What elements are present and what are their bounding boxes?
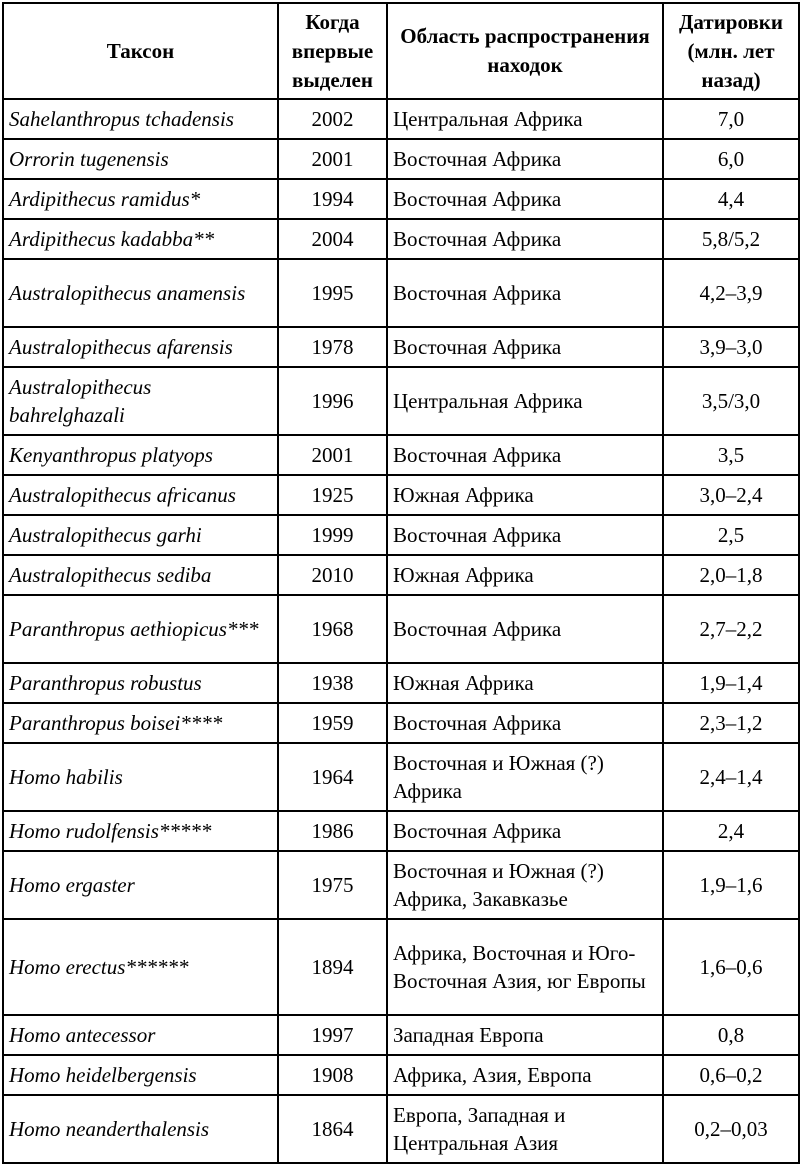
taxon-cell: Homo ergaster xyxy=(3,851,278,919)
area-cell: Восточная Африка xyxy=(387,435,663,475)
dating-cell: 2,0–1,8 xyxy=(663,555,799,595)
taxon-cell: Paranthropus aethiopicus*** xyxy=(3,595,278,663)
year-cell: 1894 xyxy=(278,919,387,1015)
table-row xyxy=(3,555,799,595)
table-row xyxy=(3,703,799,743)
year-cell: 1997 xyxy=(278,1015,387,1055)
header-taxon: Таксон xyxy=(3,3,278,99)
year-cell: 1925 xyxy=(278,475,387,515)
area-cell: Восточная Африка xyxy=(387,327,663,367)
dating-cell: 3,9–3,0 xyxy=(663,327,799,367)
dating-cell: 2,3–1,2 xyxy=(663,703,799,743)
table-row xyxy=(3,1015,799,1055)
table-row xyxy=(3,219,799,259)
table-row xyxy=(3,179,799,219)
dating-cell: 0,8 xyxy=(663,1015,799,1055)
taxon-cell: Australopithecus anamensis xyxy=(3,259,278,327)
year-cell: 1999 xyxy=(278,515,387,555)
table-row xyxy=(3,919,799,1015)
area-cell: Восточная Африка xyxy=(387,259,663,327)
area-cell: Восточная Африка xyxy=(387,179,663,219)
taxon-cell: Paranthropus boisei**** xyxy=(3,703,278,743)
year-cell: 1959 xyxy=(278,703,387,743)
dating-cell: 3,0–2,4 xyxy=(663,475,799,515)
area-cell: Восточная Африка xyxy=(387,595,663,663)
year-cell: 2010 xyxy=(278,555,387,595)
area-cell: Южная Африка xyxy=(387,475,663,515)
taxon-cell: Kenyanthropus platyops xyxy=(3,435,278,475)
dating-cell: 2,5 xyxy=(663,515,799,555)
table-row xyxy=(3,99,799,139)
header-year: Когда впервые выделен xyxy=(278,3,387,99)
taxon-cell: Ardipithecus kadabba** xyxy=(3,219,278,259)
dating-cell: 7,0 xyxy=(663,99,799,139)
header-dating: Датировки (млн. лет назад) xyxy=(663,3,799,99)
dating-cell: 5,8/5,2 xyxy=(663,219,799,259)
taxon-cell: Australopithecus afarensis xyxy=(3,327,278,367)
taxon-cell: Paranthropus robustus xyxy=(3,663,278,703)
taxon-cell: Homo heidelbergensis xyxy=(3,1055,278,1095)
dating-cell: 1,6–0,6 xyxy=(663,919,799,1015)
dating-cell: 1,9–1,6 xyxy=(663,851,799,919)
taxon-cell: Homo erectus****** xyxy=(3,919,278,1015)
year-cell: 1986 xyxy=(278,811,387,851)
table-row xyxy=(3,435,799,475)
table-row xyxy=(3,1095,799,1163)
table-row xyxy=(3,259,799,327)
table-row xyxy=(3,475,799,515)
table-row xyxy=(3,811,799,851)
taxon-cell: Ardipithecus ramidus* xyxy=(3,179,278,219)
header-area: Область распространения находок xyxy=(387,3,663,99)
area-cell: Западная Европа xyxy=(387,1015,663,1055)
dating-cell: 0,2–0,03 xyxy=(663,1095,799,1163)
area-cell: Восточная и Южная (?) Африка, Закавказье xyxy=(387,851,663,919)
table-row xyxy=(3,595,799,663)
dating-cell: 2,4–1,4 xyxy=(663,743,799,811)
dating-cell: 2,4 xyxy=(663,811,799,851)
table-header xyxy=(3,3,799,99)
taxon-cell: Homo habilis xyxy=(3,743,278,811)
area-cell: Европа, Западная и Центральная Азия xyxy=(387,1095,663,1163)
taxon-cell: Australopithecus sediba xyxy=(3,555,278,595)
dating-cell: 4,2–3,9 xyxy=(663,259,799,327)
year-cell: 1978 xyxy=(278,327,387,367)
year-cell: 2004 xyxy=(278,219,387,259)
table-row xyxy=(3,663,799,703)
table-row xyxy=(3,851,799,919)
taxon-cell: Homo antecessor xyxy=(3,1015,278,1055)
year-cell: 1995 xyxy=(278,259,387,327)
year-cell: 1975 xyxy=(278,851,387,919)
area-cell: Южная Африка xyxy=(387,555,663,595)
dating-cell: 1,9–1,4 xyxy=(663,663,799,703)
dating-cell: 2,7–2,2 xyxy=(663,595,799,663)
year-cell: 2001 xyxy=(278,435,387,475)
year-cell: 1968 xyxy=(278,595,387,663)
taxon-cell: Australopithecus garhi xyxy=(3,515,278,555)
table-row xyxy=(3,743,799,811)
year-cell: 2001 xyxy=(278,139,387,179)
dating-cell: 6,0 xyxy=(663,139,799,179)
area-cell: Восточная Африка xyxy=(387,703,663,743)
dating-cell: 3,5/3,0 xyxy=(663,367,799,435)
table-row xyxy=(3,327,799,367)
year-cell: 1864 xyxy=(278,1095,387,1163)
area-cell: Восточная Африка xyxy=(387,515,663,555)
header-row xyxy=(3,3,799,99)
area-cell: Африка, Азия, Европа xyxy=(387,1055,663,1095)
dating-cell: 4,4 xyxy=(663,179,799,219)
taxon-cell: Australopithecus bahrelghazali xyxy=(3,367,278,435)
area-cell: Восточная Африка xyxy=(387,139,663,179)
year-cell: 1964 xyxy=(278,743,387,811)
area-cell: Африка, Восточная и Юго-Восточная Азия, юг Европы xyxy=(387,919,663,1015)
dating-cell: 3,5 xyxy=(663,435,799,475)
area-cell: Восточная и Южная (?) Африка xyxy=(387,743,663,811)
year-cell: 1994 xyxy=(278,179,387,219)
table-row xyxy=(3,1055,799,1095)
taxa-table xyxy=(2,2,800,1164)
taxon-cell: Australopithecus africanus xyxy=(3,475,278,515)
taxon-cell: Orrorin tugenensis xyxy=(3,139,278,179)
table-row xyxy=(3,139,799,179)
area-cell: Восточная Африка xyxy=(387,219,663,259)
area-cell: Центральная Африка xyxy=(387,99,663,139)
area-cell: Южная Африка xyxy=(387,663,663,703)
table-row xyxy=(3,515,799,555)
year-cell: 1996 xyxy=(278,367,387,435)
area-cell: Восточная Африка xyxy=(387,811,663,851)
taxon-cell: Homo rudolfensis***** xyxy=(3,811,278,851)
year-cell: 1938 xyxy=(278,663,387,703)
taxon-cell: Sahelanthropus tchadensis xyxy=(3,99,278,139)
year-cell: 1908 xyxy=(278,1055,387,1095)
table-row xyxy=(3,367,799,435)
year-cell: 2002 xyxy=(278,99,387,139)
table-body xyxy=(3,99,799,1163)
area-cell: Центральная Африка xyxy=(387,367,663,435)
taxon-cell: Homo neanderthalensis xyxy=(3,1095,278,1163)
dating-cell: 0,6–0,2 xyxy=(663,1055,799,1095)
